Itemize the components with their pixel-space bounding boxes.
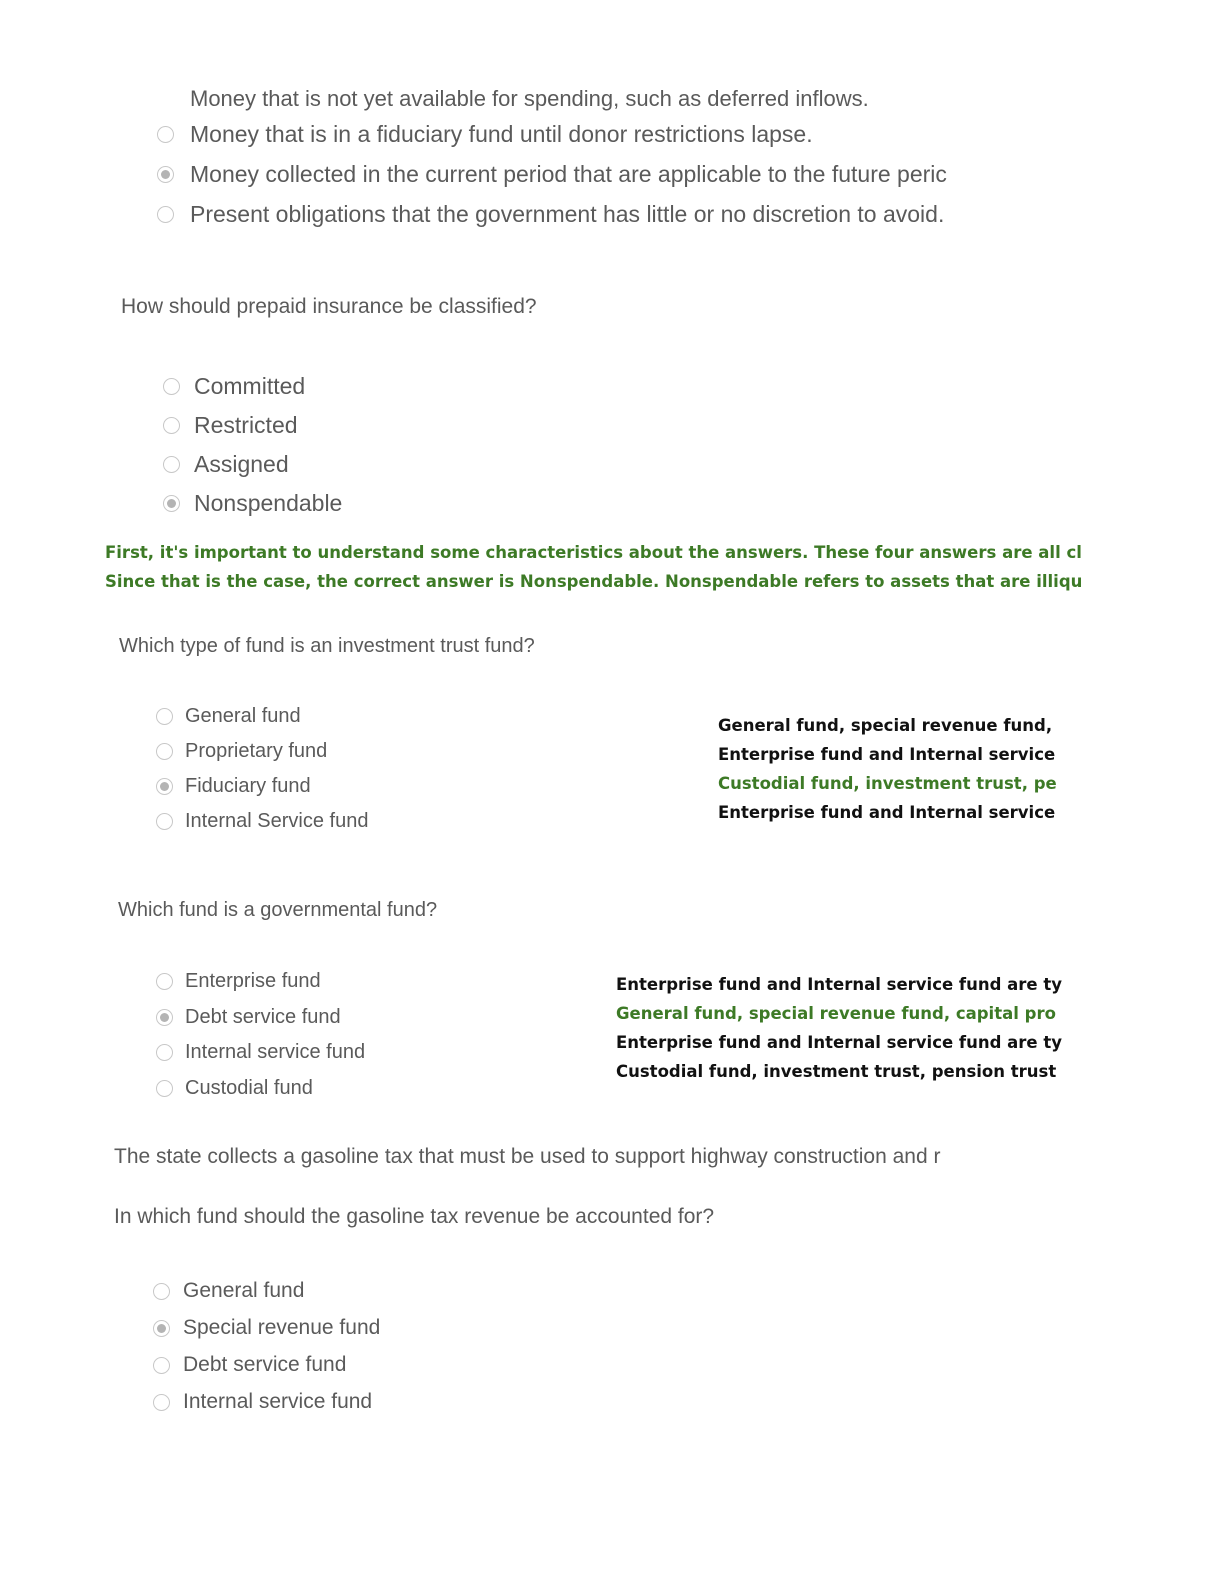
radio-icon[interactable] (153, 1394, 170, 1411)
radio-icon[interactable] (157, 126, 174, 143)
radio-icon[interactable] (163, 378, 180, 395)
cropped-option-label: Money that is not yet available for spending, such as deferred inflows. (190, 86, 869, 111)
radio-icon[interactable] (156, 1044, 173, 1061)
q3-option-2[interactable] (156, 740, 327, 763)
q2-option-4[interactable] (163, 490, 342, 517)
radio-selected-icon[interactable] (157, 166, 174, 183)
q5-option-1[interactable] (153, 1279, 304, 1303)
q3-explanation-3: Custodial fund, investment trust, pe (718, 774, 1057, 793)
option-label: Fiduciary fund (185, 775, 311, 797)
q2-option-1[interactable] (163, 373, 305, 400)
option-label: Debt service fund (185, 1006, 341, 1028)
option-label: Restricted (194, 412, 298, 438)
q1-option-2[interactable] (157, 161, 947, 188)
q4-explanation-2: General fund, special revenue fund, capital pro (616, 1004, 1056, 1023)
option-label: Assigned (194, 451, 289, 477)
cropped-option-text (190, 86, 869, 111)
radio-icon[interactable] (156, 813, 173, 830)
radio-icon[interactable] (163, 417, 180, 434)
q5-option-3[interactable] (153, 1353, 346, 1377)
radio-selected-icon[interactable] (153, 1320, 170, 1337)
q3-explanation-4: Enterprise fund and Internal service (718, 803, 1056, 822)
q2-option-3[interactable] (163, 451, 289, 478)
radio-icon[interactable] (153, 1283, 170, 1300)
radio-icon[interactable] (163, 456, 180, 473)
q3-option-1[interactable] (156, 705, 301, 728)
q5-question: In which fund should the gasoline tax revenue be accounted for? (114, 1205, 715, 1228)
radio-icon[interactable] (153, 1357, 170, 1374)
q2-explanation-line-2: Since that is the case, the correct answer is Nonspendable. Nonspendable refers to assets that are illiqu (105, 572, 1083, 591)
q2-option-2[interactable] (163, 412, 298, 439)
option-label: Custodial fund (185, 1077, 313, 1099)
option-label: General fund (185, 705, 301, 727)
q3-option-4[interactable] (156, 810, 368, 833)
option-label: General fund (183, 1279, 305, 1302)
q5-option-4[interactable] (153, 1390, 372, 1414)
radio-icon[interactable] (156, 743, 173, 760)
q1-option-1[interactable] (157, 121, 813, 148)
option-label: Internal Service fund (185, 810, 369, 832)
option-label: Committed (194, 373, 306, 399)
radio-selected-icon[interactable] (156, 1009, 173, 1026)
q3-question: Which type of fund is an investment trust fund? (119, 635, 535, 657)
q2-question: How should prepaid insurance be classified? (121, 295, 537, 318)
option-label: Money collected in the current period that are applicable to the future peric (190, 161, 947, 187)
option-label: Enterprise fund (185, 970, 321, 992)
option-label: Internal service fund (183, 1390, 373, 1413)
q5-context: The state collects a gasoline tax that must be used to support highway construction and r (114, 1145, 941, 1168)
q4-option-2[interactable] (156, 1006, 341, 1029)
q4-question: Which fund is a governmental fund? (118, 899, 438, 921)
q4-explanation-4: Custodial fund, investment trust, pension trust (616, 1062, 1057, 1081)
radio-selected-icon[interactable] (163, 495, 180, 512)
q3-explanation-2: Enterprise fund and Internal service (718, 745, 1056, 764)
radio-icon[interactable] (157, 206, 174, 223)
option-label: Special revenue fund (183, 1316, 381, 1339)
option-label: Proprietary fund (185, 740, 328, 762)
option-label: Present obligations that the government has little or no discretion to avoid. (190, 201, 945, 227)
radio-icon[interactable] (156, 1080, 173, 1097)
q5-option-2[interactable] (153, 1316, 380, 1340)
option-label: Money that is in a fiduciary fund until donor restrictions lapse. (190, 121, 813, 147)
radio-icon[interactable] (156, 973, 173, 990)
q4-option-4[interactable] (156, 1077, 313, 1100)
option-label: Internal service fund (185, 1041, 366, 1063)
q1-option-3[interactable] (157, 201, 944, 228)
radio-selected-icon[interactable] (156, 778, 173, 795)
q4-explanation-1: Enterprise fund and Internal service fund are ty (616, 975, 1062, 994)
q3-explanation-1: General fund, special revenue fund, (718, 716, 1053, 735)
radio-icon[interactable] (156, 708, 173, 725)
q4-option-1[interactable] (156, 970, 321, 993)
q3-option-3[interactable] (156, 775, 311, 798)
option-label: Debt service fund (183, 1353, 347, 1376)
option-label: Nonspendable (194, 490, 343, 516)
q4-option-3[interactable] (156, 1041, 365, 1064)
q2-explanation-line-1: First, it's important to understand some characteristics about the answers. These four answers are all cl (105, 543, 1082, 562)
q4-explanation-3: Enterprise fund and Internal service fund are ty (616, 1033, 1062, 1052)
